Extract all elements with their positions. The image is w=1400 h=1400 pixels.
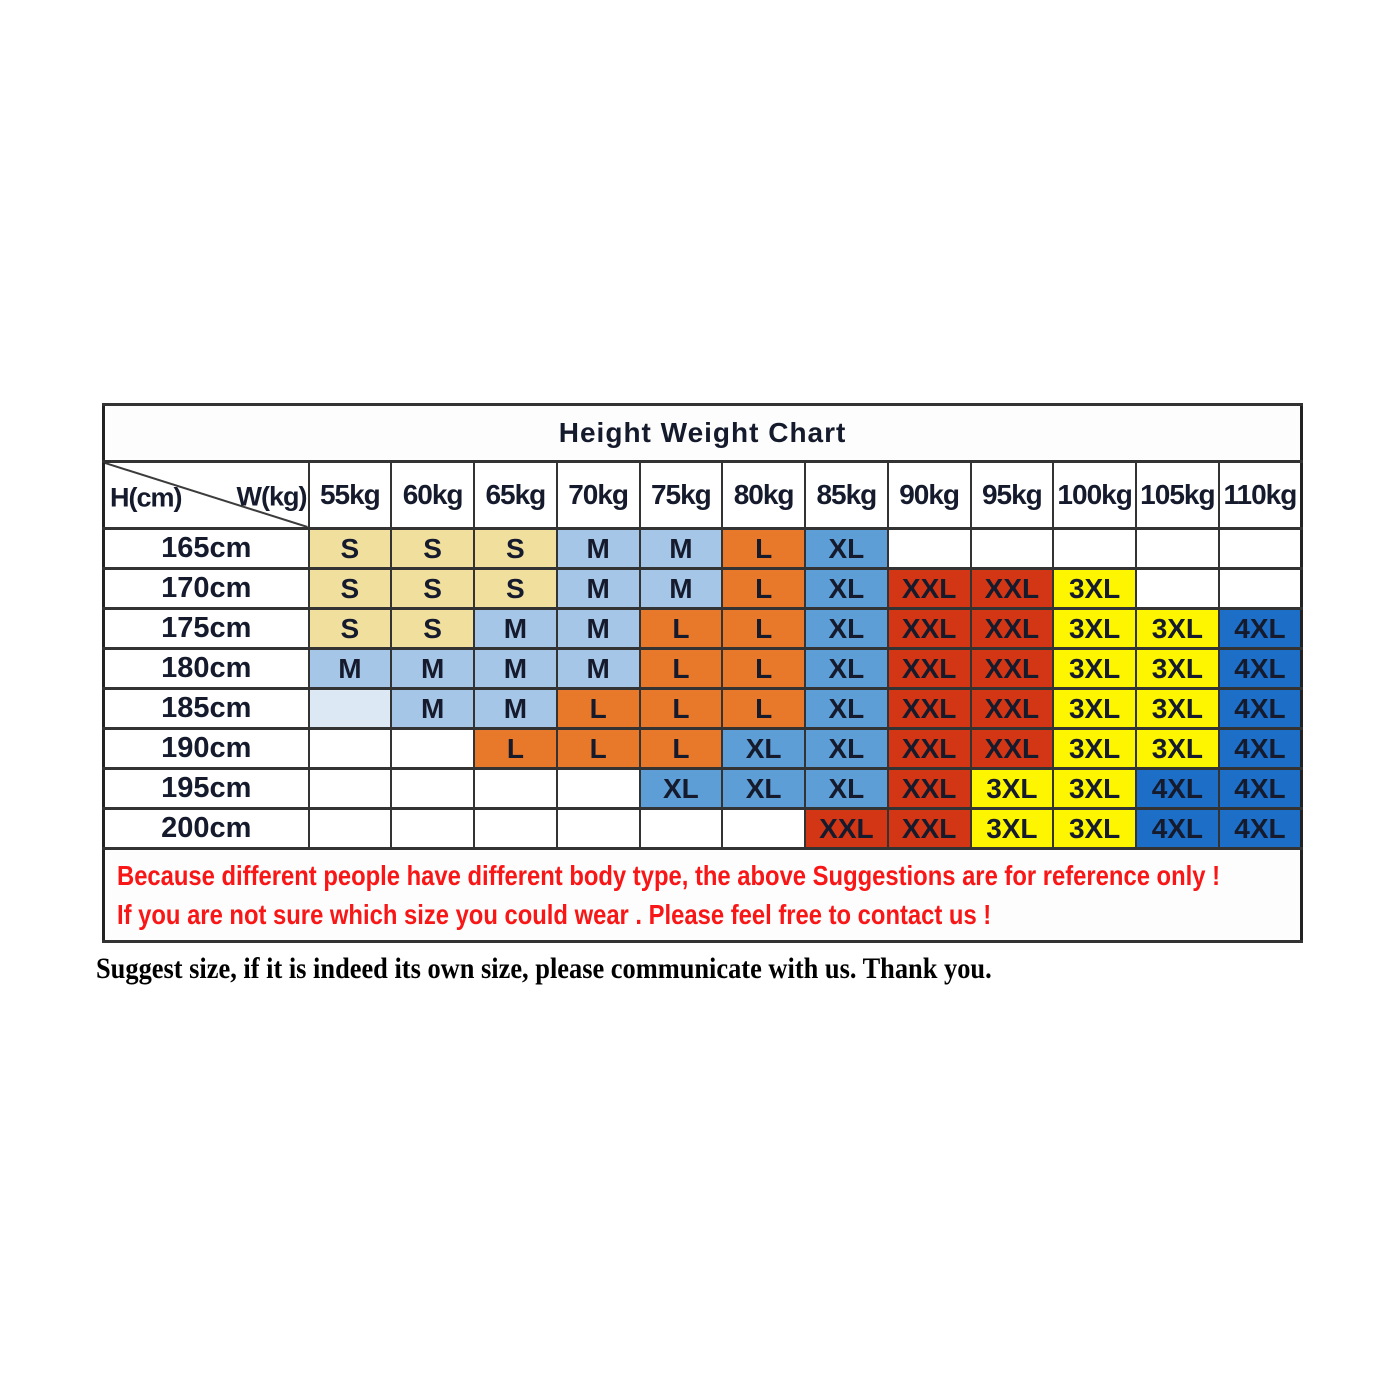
size-cell-180cm-90kg: XXL — [888, 649, 971, 689]
size-cell-170cm-70kg: M — [557, 569, 640, 609]
size-cell-190cm-100kg: 3XL — [1053, 729, 1136, 769]
height-label-200cm: 200cm — [104, 809, 309, 849]
weight-header-110kg: 110kg — [1219, 462, 1302, 529]
height-label-170cm: 170cm — [104, 569, 309, 609]
size-cell-190cm-80kg: XL — [722, 729, 805, 769]
size-cell-185cm-95kg: XXL — [971, 689, 1054, 729]
size-cell-185cm-60kg: M — [391, 689, 474, 729]
size-cell-200cm-55kg — [309, 809, 392, 849]
size-cell-200cm-65kg — [474, 809, 557, 849]
height-label-185cm: 185cm — [104, 689, 309, 729]
size-cell-200cm-70kg — [557, 809, 640, 849]
size-cell-180cm-110kg: 4XL — [1219, 649, 1302, 689]
suggest-size-caption: Suggest size, if it is indeed its own size, please communicate with us. Thank you. — [96, 952, 992, 985]
size-cell-190cm-60kg — [391, 729, 474, 769]
size-cell-200cm-100kg: 3XL — [1053, 809, 1136, 849]
size-cell-200cm-90kg: XXL — [888, 809, 971, 849]
size-cell-200cm-80kg — [722, 809, 805, 849]
size-cell-200cm-75kg — [640, 809, 723, 849]
size-cell-165cm-75kg: M — [640, 529, 723, 569]
size-cell-170cm-100kg: 3XL — [1053, 569, 1136, 609]
size-cell-165cm-70kg: M — [557, 529, 640, 569]
note-line-2: If you are not sure which size you could wear . Please feel free to contact us ! — [117, 899, 992, 930]
size-chart-panel — [96, 403, 1302, 986]
size-cell-190cm-110kg: 4XL — [1219, 729, 1302, 769]
weight-header-65kg: 65kg — [474, 462, 557, 529]
chart-title: Height Weight Chart — [104, 405, 1302, 462]
size-cell-185cm-90kg: XXL — [888, 689, 971, 729]
size-cell-200cm-95kg: 3XL — [971, 809, 1054, 849]
size-cell-185cm-70kg: L — [557, 689, 640, 729]
size-cell-175cm-105kg: 3XL — [1136, 609, 1219, 649]
size-cell-195cm-55kg — [309, 769, 392, 809]
size-cell-165cm-105kg — [1136, 529, 1219, 569]
size-cell-165cm-110kg — [1219, 529, 1302, 569]
height-label-180cm: 180cm — [104, 649, 309, 689]
size-cell-185cm-75kg: L — [640, 689, 723, 729]
size-cell-170cm-85kg: XL — [805, 569, 888, 609]
title-row — [104, 405, 1302, 462]
weight-header-105kg: 105kg — [1136, 462, 1219, 529]
height-axis-label: H(cm) — [110, 482, 182, 513]
size-cell-175cm-85kg: XL — [805, 609, 888, 649]
size-cell-175cm-90kg: XXL — [888, 609, 971, 649]
corner-header-cell — [104, 462, 309, 529]
size-cell-165cm-85kg: XL — [805, 529, 888, 569]
size-row-190cm — [104, 729, 1302, 769]
size-cell-195cm-90kg: XXL — [888, 769, 971, 809]
size-cell-170cm-95kg: XXL — [971, 569, 1054, 609]
size-cell-175cm-95kg: XXL — [971, 609, 1054, 649]
size-cell-165cm-95kg — [971, 529, 1054, 569]
weight-header-100kg: 100kg — [1053, 462, 1136, 529]
size-cell-175cm-55kg: S — [309, 609, 392, 649]
size-cell-200cm-105kg: 4XL — [1136, 809, 1219, 849]
size-cell-175cm-75kg: L — [640, 609, 723, 649]
size-cell-190cm-85kg: XL — [805, 729, 888, 769]
height-label-195cm: 195cm — [104, 769, 309, 809]
size-cell-180cm-70kg: M — [557, 649, 640, 689]
size-row-185cm — [104, 689, 1302, 729]
size-cell-195cm-70kg — [557, 769, 640, 809]
size-cell-170cm-55kg: S — [309, 569, 392, 609]
size-cell-190cm-95kg: XXL — [971, 729, 1054, 769]
weight-header-75kg: 75kg — [640, 462, 723, 529]
size-cell-180cm-105kg: 3XL — [1136, 649, 1219, 689]
size-cell-185cm-110kg: 4XL — [1219, 689, 1302, 729]
size-cell-180cm-95kg: XXL — [971, 649, 1054, 689]
size-cell-170cm-60kg: S — [391, 569, 474, 609]
size-cell-190cm-90kg: XXL — [888, 729, 971, 769]
size-cell-165cm-65kg: S — [474, 529, 557, 569]
weight-header-70kg: 70kg — [557, 462, 640, 529]
size-cell-195cm-60kg — [391, 769, 474, 809]
weight-header-85kg: 85kg — [805, 462, 888, 529]
size-cell-185cm-85kg: XL — [805, 689, 888, 729]
weight-header-55kg: 55kg — [309, 462, 392, 529]
size-cell-195cm-110kg: 4XL — [1219, 769, 1302, 809]
size-cell-180cm-80kg: L — [722, 649, 805, 689]
size-cell-200cm-110kg: 4XL — [1219, 809, 1302, 849]
size-cell-175cm-70kg: M — [557, 609, 640, 649]
size-cell-180cm-100kg: 3XL — [1053, 649, 1136, 689]
size-cell-180cm-85kg: XL — [805, 649, 888, 689]
size-cell-180cm-60kg: M — [391, 649, 474, 689]
size-cell-175cm-60kg: S — [391, 609, 474, 649]
size-cell-165cm-90kg — [888, 529, 971, 569]
weight-header-80kg: 80kg — [722, 462, 805, 529]
size-cell-180cm-65kg: M — [474, 649, 557, 689]
size-cell-190cm-75kg: L — [640, 729, 723, 769]
size-cell-190cm-65kg: L — [474, 729, 557, 769]
note-line-1: Because different people have different body type, the above Suggestions are for reference only ! — [117, 860, 1221, 891]
size-cell-175cm-65kg: M — [474, 609, 557, 649]
height-label-165cm: 165cm — [104, 529, 309, 569]
size-cell-170cm-90kg: XXL — [888, 569, 971, 609]
size-cell-165cm-100kg — [1053, 529, 1136, 569]
size-row-180cm — [104, 649, 1302, 689]
size-cell-175cm-80kg: L — [722, 609, 805, 649]
size-cell-185cm-100kg: 3XL — [1053, 689, 1136, 729]
size-cell-195cm-100kg: 3XL — [1053, 769, 1136, 809]
size-cell-195cm-105kg: 4XL — [1136, 769, 1219, 809]
size-cell-170cm-80kg: L — [722, 569, 805, 609]
table-body — [104, 529, 1302, 849]
size-cell-195cm-65kg — [474, 769, 557, 809]
height-label-175cm: 175cm — [104, 609, 309, 649]
size-cell-190cm-55kg — [309, 729, 392, 769]
size-cell-185cm-80kg: L — [722, 689, 805, 729]
size-cell-180cm-75kg: L — [640, 649, 723, 689]
size-cell-175cm-100kg: 3XL — [1053, 609, 1136, 649]
height-label-190cm: 190cm — [104, 729, 309, 769]
size-row-165cm — [104, 529, 1302, 569]
size-row-170cm — [104, 569, 1302, 609]
size-row-200cm — [104, 809, 1302, 849]
note-row — [104, 849, 1302, 942]
weight-header-90kg: 90kg — [888, 462, 971, 529]
weight-header-60kg: 60kg — [391, 462, 474, 529]
size-row-175cm — [104, 609, 1302, 649]
size-cell-180cm-55kg: M — [309, 649, 392, 689]
size-cell-165cm-60kg: S — [391, 529, 474, 569]
weight-axis-label: W(kg) — [236, 481, 307, 512]
size-cell-185cm-105kg: 3XL — [1136, 689, 1219, 729]
height-weight-table — [102, 403, 1303, 943]
size-cell-165cm-55kg: S — [309, 529, 392, 569]
size-cell-200cm-60kg — [391, 809, 474, 849]
size-row-195cm — [104, 769, 1302, 809]
weight-header-row — [104, 462, 1302, 529]
size-cell-170cm-105kg — [1136, 569, 1219, 609]
size-cell-185cm-55kg — [309, 689, 392, 729]
reference-note-cell — [104, 849, 1302, 942]
size-cell-170cm-75kg: M — [640, 569, 723, 609]
size-cell-190cm-70kg: L — [557, 729, 640, 769]
size-cell-170cm-110kg — [1219, 569, 1302, 609]
weight-header-95kg: 95kg — [971, 462, 1054, 529]
size-cell-195cm-75kg: XL — [640, 769, 723, 809]
size-cell-195cm-85kg: XL — [805, 769, 888, 809]
size-cell-190cm-105kg: 3XL — [1136, 729, 1219, 769]
size-cell-165cm-80kg: L — [722, 529, 805, 569]
size-cell-195cm-95kg: 3XL — [971, 769, 1054, 809]
size-cell-170cm-65kg: S — [474, 569, 557, 609]
size-cell-185cm-65kg: M — [474, 689, 557, 729]
size-cell-175cm-110kg: 4XL — [1219, 609, 1302, 649]
size-cell-195cm-80kg: XL — [722, 769, 805, 809]
size-cell-200cm-85kg: XXL — [805, 809, 888, 849]
